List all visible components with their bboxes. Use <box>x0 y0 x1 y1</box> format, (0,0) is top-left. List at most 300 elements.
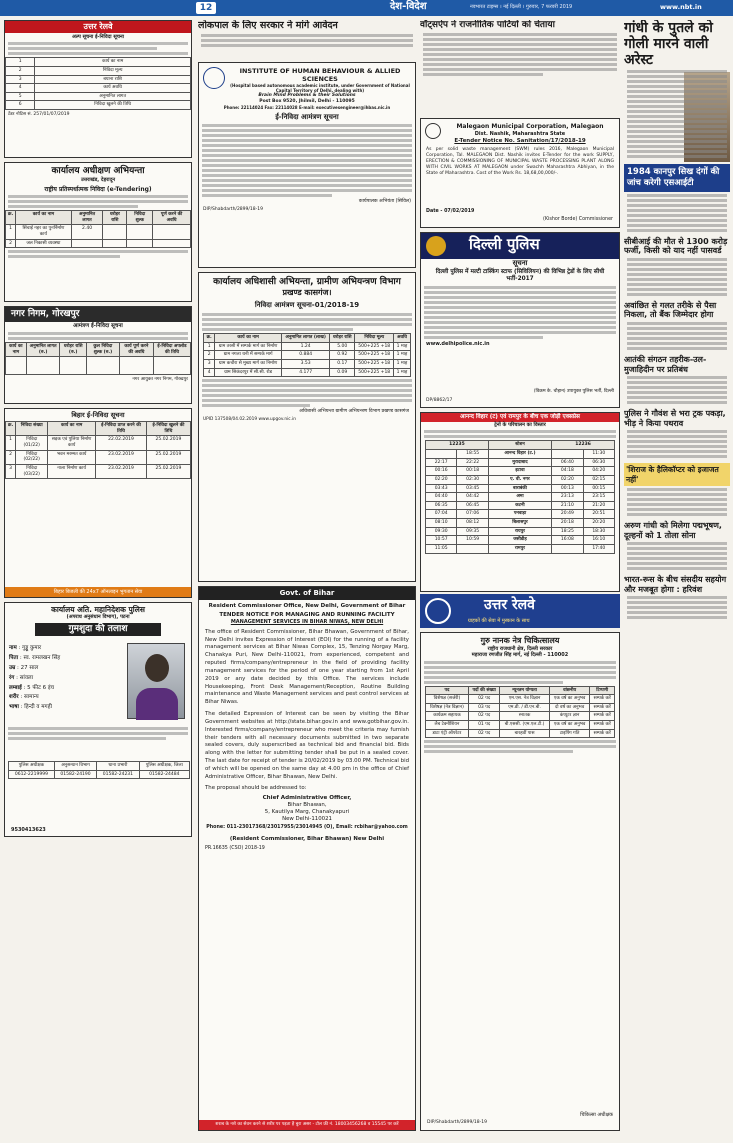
pak-headline: पुलिस ने गौवंश से भरा ट्रक पकड़ा, भीड़ ने किया पथराव <box>624 409 726 428</box>
railway-notice-row-cell: निविदा मूल्य <box>35 66 191 75</box>
guru-nanak-table <box>425 686 615 739</box>
karyalay-column-header: निविदा मूल्य <box>355 334 394 343</box>
train-dep2-cell: 20:20 <box>583 519 614 528</box>
bihar-enotice-row-cell: निविदा (01/22) <box>16 436 48 450</box>
train-row <box>425 493 614 502</box>
police-extra-phone: 9530413623 <box>11 826 46 833</box>
bihar-govt-banner <box>199 587 415 600</box>
karyalay-column-header: धरोहर राशि <box>330 334 355 343</box>
bihar-enotice-row-cell: 23.02.2019 <box>96 450 147 464</box>
bharat-headline: भारत-रूस के बीच संसदीय सहयोग और मजबूत होगा : हरिवंश <box>624 575 727 594</box>
train-dep2-cell: 16:10 <box>583 536 614 545</box>
bihar-enotice-row-cell: निविदा (03/22) <box>16 464 48 478</box>
karyalay-place: प्रखण्ड कासगंज। <box>282 288 332 298</box>
police-ad <box>4 602 192 837</box>
train-row <box>425 544 614 553</box>
police-field-value: गुड्डू कुमार <box>22 645 42 651</box>
karyalay-row-cell: 1 <box>204 342 215 351</box>
train-arr-cell <box>425 450 456 459</box>
whatsapp-article <box>420 20 620 116</box>
irrigation-ad-body <box>5 195 191 208</box>
railway-name: उत्तर रेलवे <box>484 597 535 613</box>
train-station-cell: इटावा <box>488 467 551 476</box>
train-arr2-cell <box>552 450 583 459</box>
malegaon-logo <box>425 123 441 139</box>
train-dep2-cell: 18:30 <box>583 527 614 536</box>
bihar-enotice-row <box>6 450 191 464</box>
police-contact-phone: 01582-24231 <box>97 770 139 779</box>
police-contact-name: अनुसन्धान विभाग <box>54 762 96 771</box>
train-arr-cell: 07:04 <box>425 510 456 519</box>
guru-nanak-row-cell: सम्पर्क करें <box>590 729 615 738</box>
ihbas-tagline: Brain Mind Problems & their Solutions <box>258 93 356 99</box>
bihar-address-label: The proposal should be addressed to: <box>205 785 307 792</box>
ihbas-phone: Phone: 22114024 Fax: 22114028 E-mail: executivesengineer@ihbas.nic.in <box>223 104 391 110</box>
train-table <box>425 440 615 553</box>
train-dep-cell: 00:18 <box>457 467 488 476</box>
guru-nanak-column-header: पद <box>425 686 468 695</box>
bihar-enotice-footer: बिहार बिजली की 24x7 ऑनलाइन भुगतान सेवा <box>5 587 191 597</box>
bharat-body <box>624 596 730 619</box>
railway-notice-row-cell: 6 <box>6 101 35 110</box>
delhi-police-sign: (विक्रम के. चौहान) उपायुक्त पुलिस भर्ती, दिल्ली <box>533 389 614 395</box>
nagar-nigam-column-header: धरोहर राशि (रु.) <box>60 343 86 357</box>
train-dep2-cell: 23:15 <box>583 493 614 502</box>
page-masthead <box>0 0 733 16</box>
police-field-label: शरीर <box>9 694 19 701</box>
page-number: 12 <box>196 2 216 14</box>
train-station-cell: बाराबंकी <box>488 484 551 493</box>
railway-notice-subheader: अल्प सूचना ई-निविदा सूचना <box>72 34 124 40</box>
karyalay-row-cell: 0.09 <box>330 368 355 377</box>
ihbas-sign: कार्यपालक अभियंता (सिविल) <box>358 199 411 205</box>
police-contacts <box>8 761 190 779</box>
police-field-row: पिता : स्व. रामलखन सिंह <box>9 654 61 661</box>
bihar-enotice-row-cell: 25.02.2019 <box>146 450 190 464</box>
train-arr-cell: 04:40 <box>425 493 456 502</box>
karyalay-row-cell: 4.177 <box>282 368 330 377</box>
karyalay-row-cell: 1 माह <box>394 368 410 377</box>
karyalay-row <box>204 342 410 351</box>
karyalay-row-cell: 4 <box>204 368 215 377</box>
malegaon-district: Dist. Nashik, Maharashtra State <box>474 130 566 137</box>
ihbas-tender-title: ई-निविदा आमंत्रण सूचना <box>275 112 339 121</box>
railway-notice-row-cell: निविदा खुलने की तिथि <box>35 101 191 110</box>
train-station-cell: मुरादाबाद <box>488 458 551 467</box>
irrigation-column-header: कार्य का नाम <box>16 211 71 225</box>
police-contact-phone: 01582-24484 <box>139 770 189 779</box>
railway-notice-row <box>6 58 191 67</box>
police-field-value: सांवला <box>19 674 34 681</box>
irrigation-ad-notice-title: राष्ट्रीय प्रतिस्पर्धात्मक निविदा (e-Tendering) <box>44 185 152 193</box>
train-row <box>425 467 614 476</box>
bihar-enotice-row-cell: भवन मरम्मत कार्य <box>48 450 96 464</box>
ihbas-subtitle: (Hospital based autonomous academic institute, under Government of National Capital Territory of Delhi, dealing with) <box>230 83 410 94</box>
karyalay-row-cell: 0.92 <box>330 351 355 360</box>
police-office: कार्यालय अति. महानिदेशक पुलिस <box>51 605 145 614</box>
police-contact-phone: 01582-24190 <box>54 770 96 779</box>
train-arr-cell: 22:17 <box>425 458 456 467</box>
malegaon-org: Malegaon Municipal Corporation, Malegaon <box>456 123 604 130</box>
karyalay-title: कार्यालय अधिशासी अभियन्ता, ग्रामीण अभियन्त्रण विभाग <box>213 277 401 287</box>
bihar-address-line: 5, Kautilya Marg, Chanakyapuri <box>264 808 350 815</box>
missing-person-photo <box>127 643 185 719</box>
bihar-enotice-row-cell: 23.02.2019 <box>96 464 147 478</box>
karyalay-sign: अधिशासी अभियन्ता ग्रामीण अभियन्त्रण विभाग प्रखण्ड कासगंज <box>299 409 409 415</box>
train-dep-cell: 07:06 <box>457 510 488 519</box>
train-arr2-cell: 21:10 <box>552 501 583 510</box>
irrigation-column-header: पूर्ण करने की अवधि <box>153 211 191 225</box>
bihar-tender-subtitle: MANAGEMENT SERVICES IN BIHAR NIWAS, NEW DELHI <box>230 618 384 625</box>
police-field-row: नाम : गुड्डू कुमार <box>9 645 42 651</box>
guru-nanak-body <box>421 661 619 684</box>
karyalay-row-cell: 500+225 +18 <box>355 351 394 360</box>
train-row <box>425 527 614 536</box>
malegaon-body: As per solid waste management (SWM) rules 2016, Malegaon Municipal Corporation, Tal. MALEGAON Dist. Nashik invites E-Tender for the work SUPPLY, ERECTION & COMMISSIONING OF MUNICIPAL WASTE PROCESSING PLANT ALONG WITH CIVIL WORKS AT MALEGAON under Swachh Maharashtra Abhiyan, in the State of Maharashtra. Cost of the Work Rs. 18,68,00,000/-. <box>426 146 614 176</box>
person-icon <box>145 654 169 682</box>
police-field-label: उम्र <box>9 664 16 671</box>
ecb-body <box>624 322 730 350</box>
bihar-enotice-table <box>5 421 191 479</box>
karyalay-row <box>204 368 410 377</box>
nagar-nigam-body <box>5 332 191 340</box>
police-field-value: हिन्दी व मगही <box>24 704 52 711</box>
guru-nanak-row-cell: बारहवीं पास <box>500 729 550 738</box>
bihar-office: Resident Commissioner Office, New Delhi, Government of Bihar <box>208 602 406 609</box>
police-field-row: लम्बाई : 5 फीट 6 इंच <box>9 684 55 691</box>
delhi-police-ref: DP/8862/17 <box>426 398 453 404</box>
karyalay-row-cell: 1 माह <box>394 351 410 360</box>
irrigation-row-cell <box>153 239 191 248</box>
nagar-nigam-subtitle: आमंत्रण ई-निविदा सूचना <box>73 323 123 330</box>
train-row <box>425 458 614 467</box>
karyalay-body <box>199 313 415 331</box>
bihar-address <box>199 802 415 822</box>
guru-nanak-row-cell: सम्पर्क करें <box>590 703 615 712</box>
bihar-enotice <box>4 408 192 598</box>
police-contact-name: पुलिस अधीक्षक <box>9 762 55 771</box>
irrigation-ad-footer <box>5 250 191 258</box>
railway-notice-row-cell: 4 <box>6 84 35 93</box>
train-row <box>425 501 614 510</box>
karyalay-ad <box>198 272 416 582</box>
karyalay-table <box>203 333 410 377</box>
train-arr-cell: 11:05 <box>425 544 456 553</box>
train-title: आनन्द विहार (ट) एवं रामपुर के बीच एक जोड़ी एक्सप्रेस <box>421 413 619 422</box>
karyalay-column-header: अनुमानित लागत (लाख) <box>282 334 330 343</box>
ihbas-name: INSTITUTE OF HUMAN BEHAVIOUR & ALLIED SCIENCES <box>239 67 401 84</box>
irrigation-row-cell <box>127 239 153 248</box>
guru-nanak-column-header: पदों की संख्या <box>468 686 499 695</box>
guru-nanak-row-cell: सम्पर्क करें <box>590 695 615 704</box>
irrigation-row-cell: जल निकासी व्यवस्था <box>16 239 71 248</box>
police-field-label: रंग <box>9 674 15 681</box>
train-station-cell: रायपुर <box>488 527 551 536</box>
train-station-cell: ए. वी. नगर <box>488 475 551 484</box>
guru-nanak-row <box>425 721 614 730</box>
guru-nanak-column-header: न्यूनतम योग्यता <box>500 686 550 695</box>
train-subtitle: ट्रेनों के परिचालन का विस्तार <box>494 422 546 429</box>
guru-nanak-row-cell: एम.एस. नेत्र विज्ञान <box>500 695 550 704</box>
train-arr2-cell: 20:18 <box>552 519 583 528</box>
train-dep2-cell: 04:20 <box>583 467 614 476</box>
train-down-header: 12236 <box>552 441 615 450</box>
police-contact-name: पुलिस अधीक्षक, जिला <box>139 762 189 771</box>
train-dep2-cell: 02:15 <box>583 475 614 484</box>
karyalay-row-cell: 1 माह <box>394 359 410 368</box>
pak-body <box>624 430 730 458</box>
irrigation-row-cell <box>153 225 191 239</box>
bihar-enotice-row-cell: 25.02.2019 <box>146 436 190 450</box>
police-field-label: भाषा <box>9 704 19 711</box>
police-field-row: रंग : सांवला <box>9 674 34 681</box>
guru-nanak-row-cell: स्नातक <box>500 712 550 721</box>
karyalay-row-cell: ग्राम तरसी में सम्पर्क मार्ग का निर्माण <box>215 342 282 351</box>
riots-body <box>624 194 730 232</box>
shirt-icon <box>136 688 178 720</box>
bihar-enotice-row-cell: निविदा (02/22) <box>16 450 48 464</box>
train-row <box>425 484 614 493</box>
delhi-police-banner <box>421 233 619 259</box>
bihar-address-line: Bihar Bhawan, <box>287 802 327 809</box>
train-station-cell: अमा <box>488 493 551 502</box>
railway-notice-footer: टेंडर नोटिस सं. 257/01/07/2019 <box>8 112 70 117</box>
irrigation-row-cell: 1 <box>6 225 16 239</box>
police-contact-name: थाना प्रभारी <box>97 762 139 771</box>
train-arr-cell: 08:10 <box>425 519 456 528</box>
irrigation-row-cell <box>71 239 103 248</box>
guru-nanak-row-cell: 03 पद <box>468 703 499 712</box>
cbi-headline: सीबीआई की मौत से 1300 करोड़ फर्जी, किसी को याद नहीं पासवर्ड <box>624 236 728 256</box>
bihar-enotice-row-cell: नाला निर्माण कार्य <box>48 464 96 478</box>
ihbas-ad <box>198 62 416 268</box>
guru-nanak-row-cell: एम.डी. / डी.एन.बी. <box>500 703 550 712</box>
train-dep-cell: 08:12 <box>457 519 488 528</box>
karyalay-column-header: क्र. <box>204 334 215 343</box>
bihar-body-2: The detailed Expression of Interest can be seen by visiting the Bihar Government websites at http://state.bihar.gov.in and www.gotbihar.gov.in. Interested firms/company/entrepreneur who meet the criteria may furnish their tenders with all necessary documents submitted in two separate sealed covers, duly superscribed as technical bid and financial bid. Bids along with the letter for submitting tender shall be put in a sealed cover. The last date for receipt of tender is 20/02/2019 by 03.00 PM. Technical bid of which will be opened on the same day at 4.00 pm in the office of Chief Administrative Officer, Bihar Bhawan, New Delhi. <box>205 711 409 780</box>
guru-nanak-row <box>425 729 614 738</box>
ihbas-logo <box>203 67 225 89</box>
train-up-header: 12235 <box>425 441 488 450</box>
bihar-enotice-column-header: ई-निविदा खुलने की तिथि <box>146 422 190 436</box>
train-arr-cell: 03:43 <box>425 484 456 493</box>
irrigation-ad-table <box>5 210 191 248</box>
police-field-value: स्व. रामलखन सिंह <box>23 654 61 661</box>
police-field-label: लम्बाई <box>9 684 22 691</box>
malegaon-sign: (Kishor Borde) Commissioner <box>542 217 613 223</box>
train-row <box>425 519 614 528</box>
bihar-enotice-row-cell: सड़क एवं पुलिया निर्माण कार्य <box>48 436 96 450</box>
train-dep2-cell: 06:30 <box>583 458 614 467</box>
guru-nanak-row <box>425 703 614 712</box>
train-station-cell: आनन्द विहार (ट.) <box>488 450 551 459</box>
hockey-body <box>624 488 730 516</box>
train-station-cell: बिलासपुर <box>488 519 551 528</box>
dateline: नवभारत टाइम्स । नई दिल्ली । गुरुवार, 7 फरवरी 2019 <box>470 4 573 10</box>
railway-notice-body <box>5 42 191 55</box>
bihar-enotice-column-header: ई-निविदा प्राप्त करने की तिथि <box>96 422 147 436</box>
bihar-enotice-row-cell: 3 <box>6 464 16 478</box>
bihar-sign: (Resident Commissioner, Bihar Bhawan) New Delhi <box>229 836 385 843</box>
guru-nanak-org: गुरु नानक नेत्र चिकित्सालय <box>480 636 560 645</box>
nagar-nigam-column-header: कुल निविदा शुल्क (रु.) <box>86 343 119 357</box>
train-station-cell: जसीडीह <box>488 536 551 545</box>
railway-notice-row-cell: 1 <box>6 58 35 67</box>
karyalay-row-cell: ग्राम नगला धनी में सम्पर्क मार्ग <box>215 351 282 360</box>
police-contact-phone: 0612-2219999 <box>9 770 55 779</box>
irrigation-row <box>6 225 191 239</box>
malegaon-date: Date - 07/02/2019 <box>426 209 475 215</box>
gandhi-headline: गांधी के पुतले को गोली मारने वाली अरेस्ट <box>624 20 713 69</box>
train-station-cell: कटनी <box>488 501 551 510</box>
malegaon-notice: E-Tender Notice No. Sanitation/17/2018-19 <box>454 137 586 144</box>
karyalay-row-cell: 2 <box>204 351 215 360</box>
karyalay-row <box>204 351 410 360</box>
guru-nanak-row-cell: कार्यक्रम सहायक <box>425 712 468 721</box>
guru-nanak-row <box>425 712 614 721</box>
karyalay-column-header: कार्य का नाम <box>215 334 282 343</box>
train-arr2-cell: 20:49 <box>552 510 583 519</box>
bihar-enotice-row-cell: 22.02.2019 <box>96 436 147 450</box>
railway-tagline: ग्राहकों की सेवा में मुस्कान के साथ <box>468 618 530 624</box>
train-station-cell: रामपुर <box>488 544 551 553</box>
bihar-enotice-column-header: कार्य का नाम <box>48 422 96 436</box>
karyalay-row-cell: 3.53 <box>282 359 330 368</box>
police-field-label: पिता <box>9 654 19 661</box>
irrigation-ad <box>4 162 192 302</box>
whatsapp-headline: वॉट्सऐप ने राजनीतिक पार्टियों को चेताया <box>420 20 555 30</box>
railway-notice-row <box>6 101 191 110</box>
irrigation-row-cell: 2.40 <box>71 225 103 239</box>
police-contact-names <box>9 762 190 771</box>
nagar-nigam-table <box>5 342 191 375</box>
railway-notice-row-cell: 5 <box>6 92 35 101</box>
train-timetable-ad <box>420 412 620 592</box>
irrigation-row-cell <box>127 225 153 239</box>
bihar-addressee: Chief Administrative Officer, <box>262 795 352 802</box>
delhi-police-body <box>421 286 619 339</box>
train-dep-cell: 22:22 <box>457 458 488 467</box>
delhi-police-website: www.delhipolice.nic.in <box>426 341 490 348</box>
railway-notice-table <box>5 57 191 110</box>
irrigation-row-cell: सिंचाई नहर का पुनर्निर्माण कार्य <box>16 225 71 239</box>
train-arr-cell: 10:57 <box>425 536 456 545</box>
guru-nanak-row-cell: एक वर्ष का अनुभव <box>549 721 590 730</box>
guru-nanak-row-cell: टाइपिंग गति <box>549 729 590 738</box>
ihbas-address: Post Box 9520, Jhilmil, Delhi - 110095 <box>259 98 355 104</box>
train-dep2-cell: 00:15 <box>583 484 614 493</box>
train-dep2-cell: 20:51 <box>583 510 614 519</box>
guru-nanak-column-header: वांछनीय <box>549 686 590 695</box>
police-field-row: उम्र : 27 साल <box>9 664 39 671</box>
train-dep-cell: 10:59 <box>457 536 488 545</box>
bihar-ref: PR.16635 (CSO) 2018-19 <box>205 846 265 852</box>
nagar-nigam-ad <box>4 306 192 404</box>
bihar-footer: शराब के नशे का सेवन करने से शरीर पर पड़ता है बुरा असर - टोल फ्री नं. 18003456268 व 15545 पर करें <box>199 1120 415 1130</box>
bihar-enotice-row <box>6 436 191 450</box>
train-arr-cell: 06:35 <box>425 501 456 510</box>
bihar-tender-title: TENDER NOTICE FOR MANAGING AND RUNNING FACILITY <box>219 611 395 618</box>
nagar-nigam-banner: नगर निगम, गोरखपुर <box>5 307 191 322</box>
railway-notice-row <box>6 75 191 84</box>
train-dep-cell: 03:45 <box>457 484 488 493</box>
irrigation-row <box>6 239 191 248</box>
train-dep-cell <box>457 544 488 553</box>
karyalay-row-cell: ग्राम कचौरा से मुख्य मार्ग का निर्माण <box>215 359 282 368</box>
railway-notice <box>4 20 192 158</box>
bihar-enotice-column-header: क्र. <box>6 422 16 436</box>
bihar-enotice-row-cell: 2 <box>6 450 16 464</box>
guru-nanak-row-cell: बी.एससी. (एम.एल.टी.) <box>500 721 550 730</box>
bihar-enotice-row <box>6 464 191 478</box>
police-contact-phones <box>9 770 190 779</box>
lokpal-body <box>198 34 416 47</box>
karyalay-row-cell: ग्राम सिकंदरपुर में सी.सी. रोड <box>215 368 282 377</box>
irrigation-row-cell <box>103 239 127 248</box>
hockey-headline: 'शिराज के हैलिकॉप्टर को इजाजत नहीं' <box>624 463 730 486</box>
bihar-enotice-row-cell: 1 <box>6 436 16 450</box>
terror-body <box>624 376 730 404</box>
guru-nanak-row <box>425 695 614 704</box>
bihar-body: The office of Resident Commissioner, Bihar Bhawan, Government of Bihar, New Delhi invites Expression of Interest (EOI) for the running of a facility management services at Bihar Niwas Complex, 15, Tenzing Norgay Marg, Chanakya Puri, New Delhi-110021, from experienced, competent and reputed firms/company/entrepreneur in the field of providing facility management services for the period of one year starting from 1st April 2019 or any date decided by this Office. The services include Housekeeping, Front Desk Management/Reception, Routine Building maintenance and Waste Management services and pest control services at Bihar Niwas. <box>205 628 409 706</box>
police-field-value: सामान्य <box>24 694 39 701</box>
nagar-nigam-column-header: अनुमानित लागत (रु.) <box>26 343 60 357</box>
train-dep-cell: 02:30 <box>457 475 488 484</box>
police-dept: (अपराध अनुसंधान विभाग), पटना <box>66 614 130 621</box>
karyalay-row-cell: 1.24 <box>282 342 330 351</box>
bihar-enotice-title: बिहार ई-निविदा सूचना <box>71 411 125 419</box>
train-arr2-cell: 00:13 <box>552 484 583 493</box>
irrigation-ad-subtitle: उत्तराखंड, देहरादून <box>80 177 116 184</box>
ihbas-ref: DIP/Shabdarth/2899/18-19 <box>203 207 263 213</box>
train-dep-cell: 04:42 <box>457 493 488 502</box>
train-dep2-cell: 11:30 <box>583 450 614 459</box>
northern-railway-banner <box>420 594 620 628</box>
train-arr-cell: 00:16 <box>425 467 456 476</box>
railway-notice-header: उत्तर रेलवे <box>5 21 191 33</box>
guru-nanak-row-cell: विशेषज्ञ (नेत्र विज्ञान) <box>425 703 468 712</box>
guru-nanak-row-cell: विशेषज्ञ (सर्जरी) <box>425 695 468 704</box>
police-field-row: शरीर : सामान्य <box>9 694 39 701</box>
irrigation-column-header: अनुमानित लागत <box>71 211 103 225</box>
irrigation-column-header: निविदा शुल्क <box>127 211 153 225</box>
train-dep2-cell: 17:40 <box>583 544 614 553</box>
railway-notice-row-cell: अनुमानित लागत <box>35 92 191 101</box>
lokpal-headline: लोकपाल के लिए सरकार ने मांगे आवेदन <box>198 20 338 31</box>
guru-nanak-row-cell: दो वर्ष का अनुभव <box>549 703 590 712</box>
railway-notice-row <box>6 66 191 75</box>
railway-logo-icon <box>425 598 451 624</box>
irrigation-column-header: क्र. <box>6 211 16 225</box>
guru-nanak-column-header: टिप्पणी <box>590 686 615 695</box>
karyalay-row-cell: 500+225 +18 <box>355 342 394 351</box>
bihar-enotice-row-cell: 25.02.2019 <box>146 464 190 478</box>
railway-notice-row-cell: कार्य अवधि <box>35 84 191 93</box>
train-row <box>425 475 614 484</box>
karyalay-conditions <box>199 379 415 407</box>
karyalay-ref: UPID 137508/04.02.2019 www.upgov.nic.in <box>203 417 296 423</box>
bihar-phone: Phone: 011-23017368/23017955/23014945 (O), Email: rcbihar@yahoo.com <box>206 825 408 831</box>
delhi-police-headline: दिल्ली पुलिस में मल्टी टास्किंग स्टाफ (सिविलियन) की विभिन्न ट्रेडों के लिए सीधी भर्ती-2017 <box>435 268 605 282</box>
train-dep-cell: 06:45 <box>457 501 488 510</box>
train-arr2-cell: 06:40 <box>552 458 583 467</box>
nagar-nigam-column-header: ई-निविदा अपलोड की तिथि <box>153 343 190 357</box>
delhi-police-notice: सूचना <box>512 259 528 267</box>
nagar-nigam-sign: नगर आयुक्त नगर निगम, गोरखपुर <box>132 377 188 383</box>
irrigation-column-header: धरोहर राशि <box>103 211 127 225</box>
police-badge-icon <box>426 236 446 256</box>
train-arr2-cell: 23:13 <box>552 493 583 502</box>
